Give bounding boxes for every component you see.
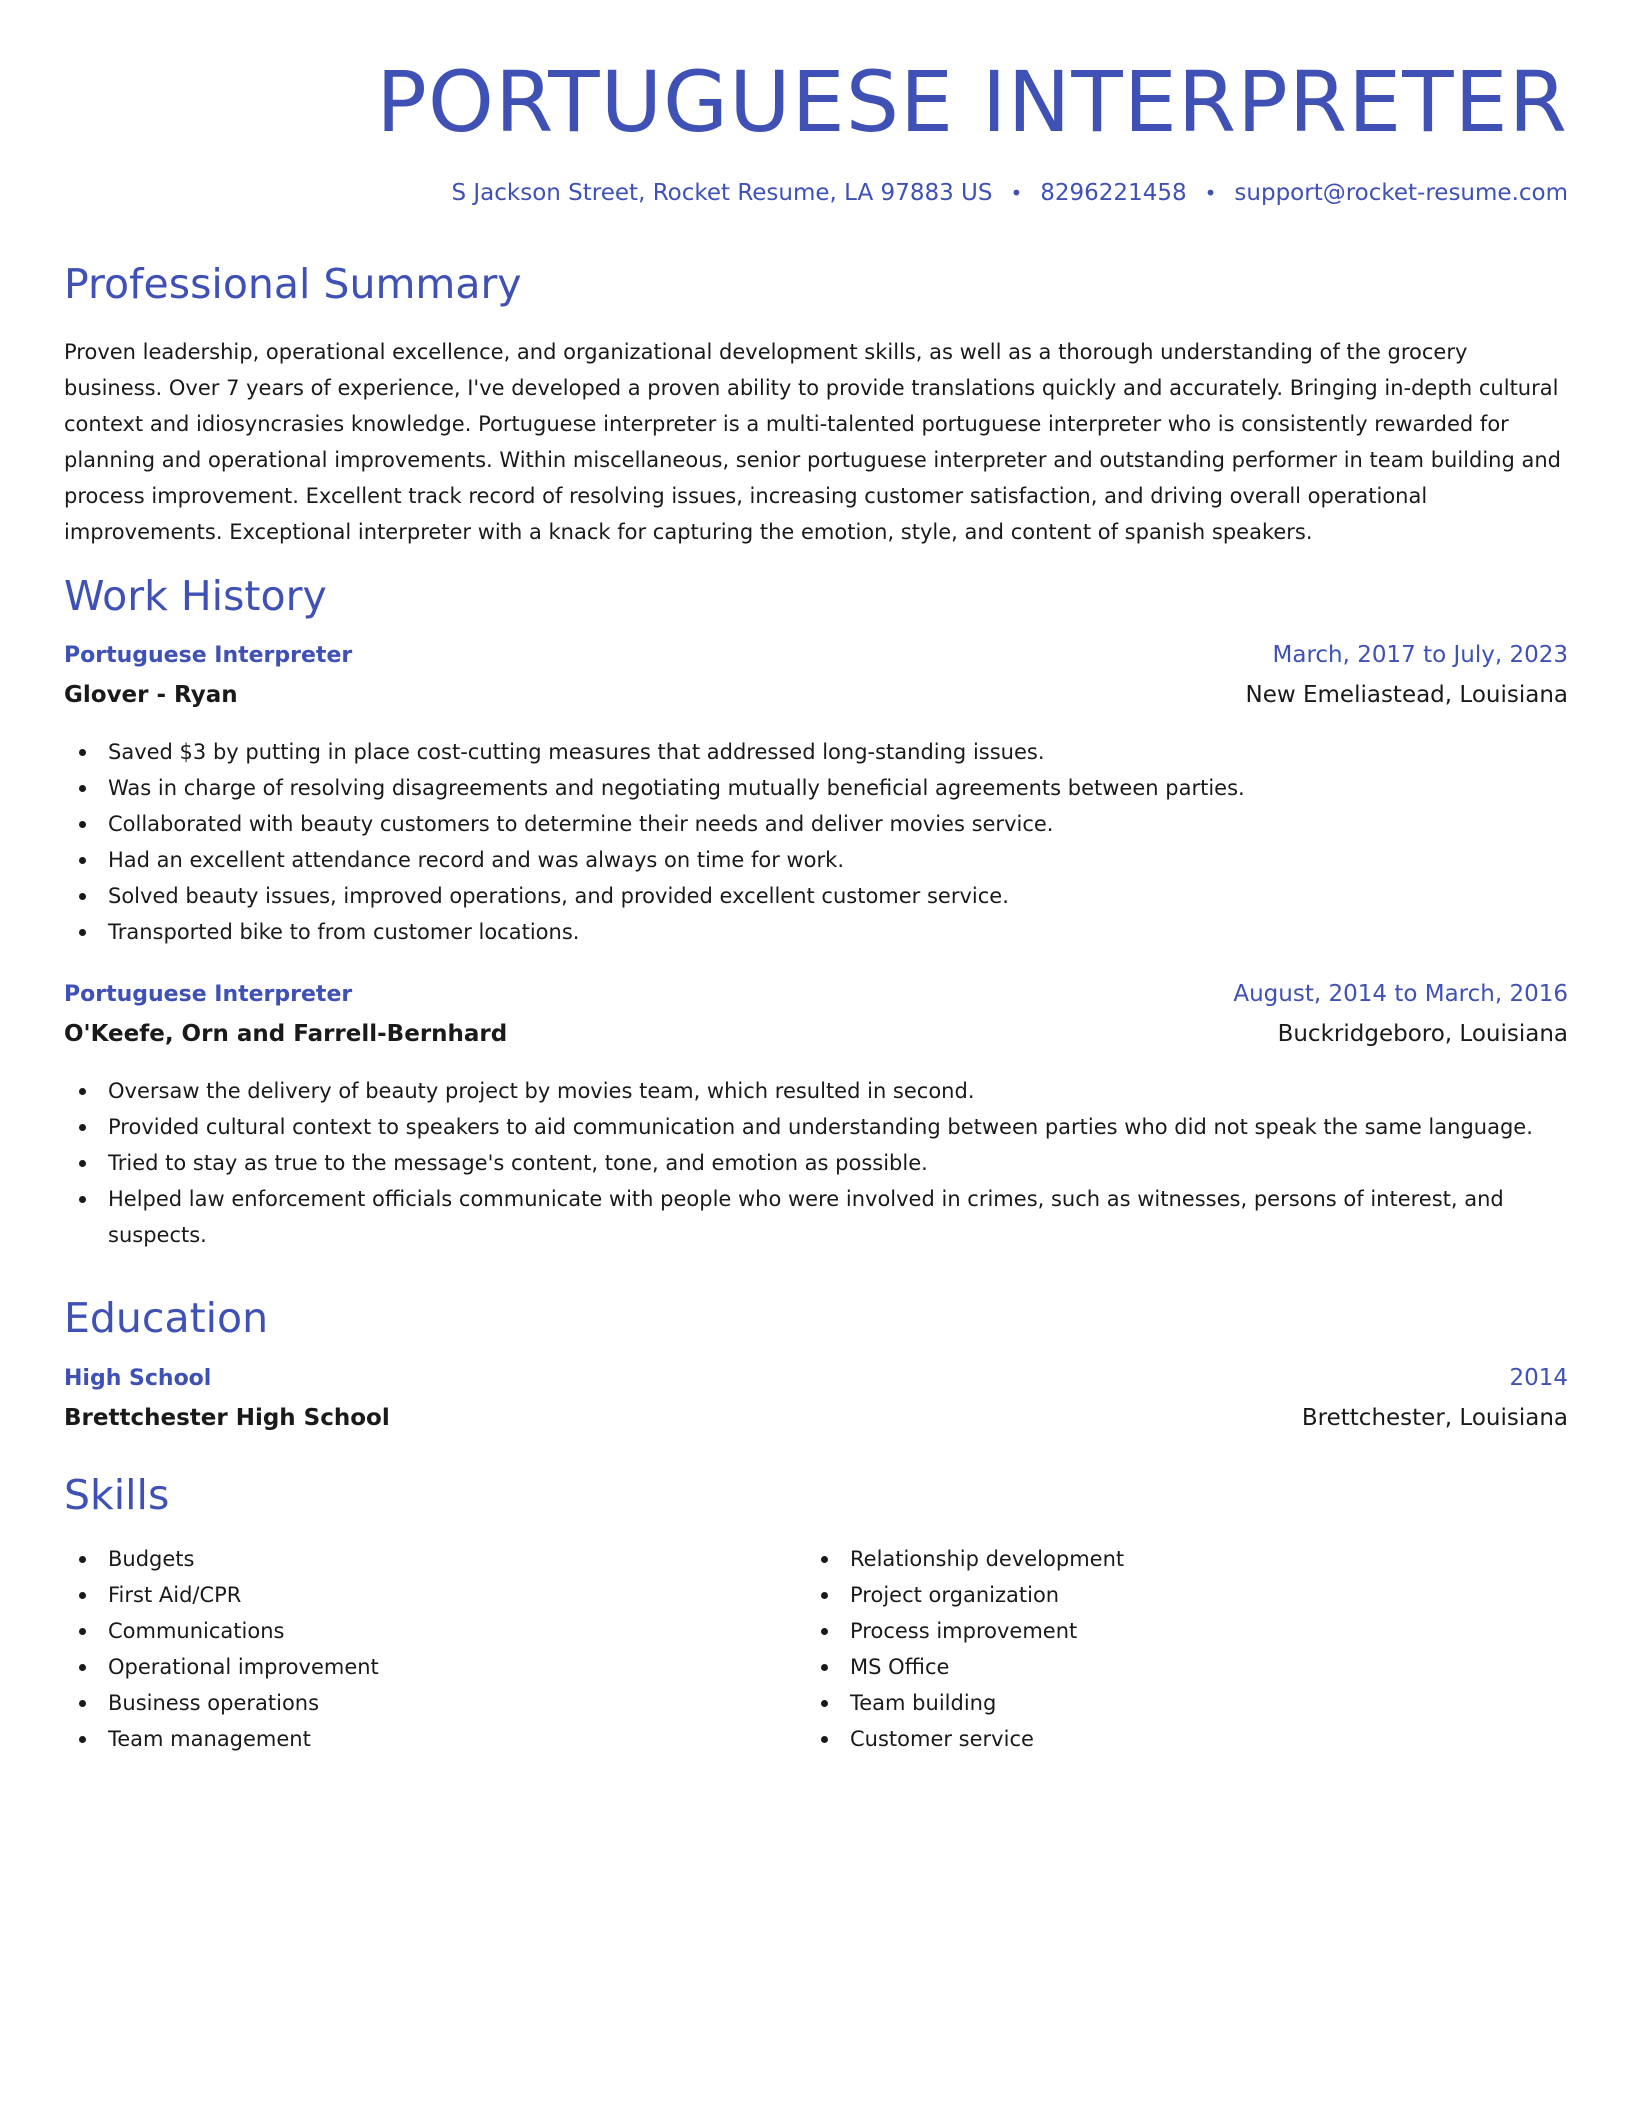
job-company-row [64,682,1568,722]
skills-column-right [806,1541,1548,1757]
job-bullet: Had an excellent attendance record and was always on time for work. [64,842,1568,878]
job-title: Portuguese Interpreter [64,643,353,668]
skill-item: Customer service [806,1721,1548,1757]
job-header-row [64,642,1568,682]
job-bullets [64,734,1568,950]
job-bullet: Saved $3 by putting in place cost-cutting measures that addressed long-standing issues. [64,734,1568,770]
work-history-heading: Work History [64,572,327,620]
skill-item: Communications [64,1613,806,1649]
skill-item: Project organization [806,1577,1548,1613]
contact-email: support@rocket-resume.com [1234,180,1568,206]
job-bullet: Transported bike to from customer locations. [64,914,1568,950]
skill-item: Business operations [64,1685,806,1721]
skill-item: Relationship development [806,1541,1548,1577]
job-title: Portuguese Interpreter [64,982,353,1007]
job-dates: August, 2014 to March, 2016 [1233,981,1568,1007]
summary-heading: Professional Summary [64,260,522,308]
job-bullet: Collaborated with beauty customers to determine their needs and deliver movies service. [64,806,1568,842]
contact-separator: • [1204,181,1217,205]
skill-item: Team management [64,1721,806,1757]
education-entry [64,1365,1568,1445]
contact-line [451,178,1568,208]
education-school: Brettchester High School [64,1405,390,1431]
job-bullet: Helped law enforcement officials communicate with people who were involved in crimes, such as witnesses, persons of interest, and suspects. [64,1181,1568,1253]
skill-item: Budgets [64,1541,806,1577]
job-bullets [64,1073,1568,1253]
skill-item: Operational improvement [64,1649,806,1685]
education-year: 2014 [1509,1365,1568,1391]
job-bullet: Oversaw the delivery of beauty project by movies team, which resulted in second. [64,1073,1568,1109]
skills-column-left [64,1541,806,1757]
contact-separator: • [1010,181,1023,205]
skills-list [64,1541,1568,1757]
job-bullet: Was in charge of resolving disagreements and negotiating mutually beneficial agreements between parties. [64,770,1568,806]
job-company-row [64,1021,1568,1061]
contact-phone: 8296221458 [1040,180,1187,206]
skill-item: MS Office [806,1649,1548,1685]
skill-item: Team building [806,1685,1548,1721]
job-entry [64,642,1568,950]
job-company: O'Keefe, Orn and Farrell-Bernhard [64,1021,508,1047]
job-location: New Emeliastead, Louisiana [1245,682,1568,708]
education-location: Brettchester, Louisiana [1301,1405,1568,1431]
education-degree: High School [64,1366,212,1391]
contact-address: S Jackson Street, Rocket Resume, LA 97883 US [451,180,993,206]
job-location: Buckridgeboro, Louisiana [1277,1021,1568,1047]
job-bullet: Tried to stay as true to the message's content, tone, and emotion as possible. [64,1145,1568,1181]
skill-item: Process improvement [806,1613,1548,1649]
job-company: Glover - Ryan [64,682,238,708]
resume-name: PORTUGUESE INTERPRETER [376,53,1568,151]
education-school-row [64,1405,1568,1445]
summary-text: Proven leadership, operational excellence, and organizational development skills, as well as a thorough understanding of the grocery business. Over 7 years of experience, I've developed a proven ability to provide translations quickly and accurately. Bringing in-depth cultural context and idiosyncrasies knowledge. Portuguese interpreter is a multi-talented portuguese interpreter who is consistently rewarded for planning and operational improvements. Within miscellaneous, senior portuguese interpreter and outstanding performer in team building and process improvement. Excellent track record of resolving issues, increasing customer satisfaction, and driving overall operational improvements. Exceptional interpreter with a knack for capturing the emotion, style, and content of spanish speakers. [64,340,1561,544]
education-heading: Education [64,1294,269,1342]
job-entry [64,981,1568,1253]
job-bullet: Provided cultural context to speakers to aid communication and understanding between parties who did not speak the same language. [64,1109,1568,1145]
education-header-row [64,1365,1568,1405]
job-dates: March, 2017 to July, 2023 [1272,642,1568,668]
job-header-row [64,981,1568,1021]
skills-heading: Skills [64,1471,170,1519]
job-bullet: Solved beauty issues, improved operations, and provided excellent customer service. [64,878,1568,914]
skill-item: First Aid/CPR [64,1577,806,1613]
